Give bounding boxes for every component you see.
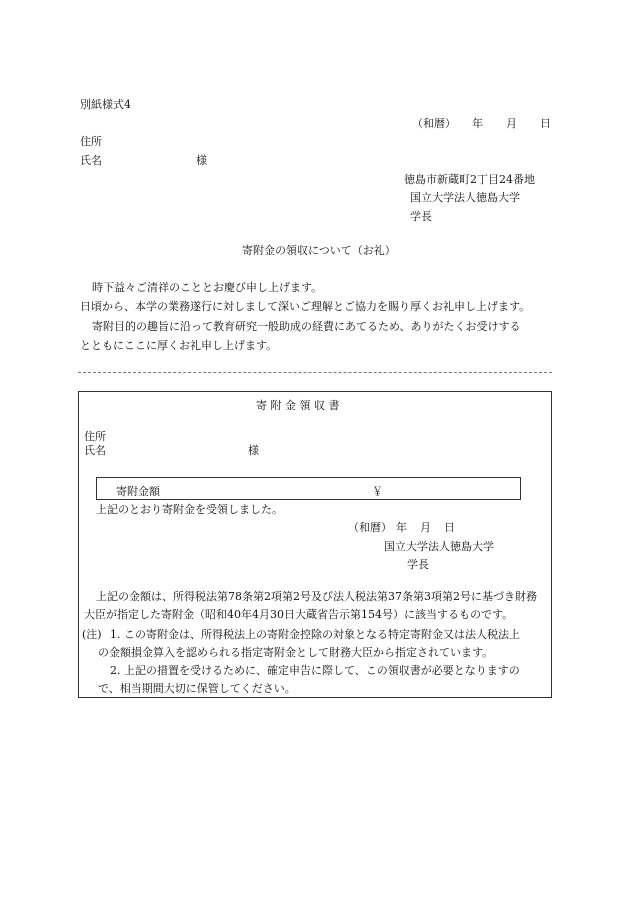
letter-body-line: 時下益々ご清祥のこととお慶び申し上げます。: [92, 281, 323, 294]
note-number: 2.: [110, 664, 121, 677]
note-line: この寄附金は、所得税法上の寄附金控除の対象となる特定寄附金又は法人税法上: [124, 628, 520, 641]
receipt-date-month: 月: [420, 521, 431, 534]
sender-title: 学長: [410, 210, 432, 223]
note-line: で、相当期間大切に保管してください。: [98, 682, 296, 695]
receipt-date-day: 日: [444, 521, 455, 534]
letter-honorific: 様: [196, 154, 207, 167]
receipt-date-year: 年: [396, 521, 407, 534]
letter-address-label: 住所: [80, 135, 102, 148]
receipt-university: 国立大学法人徳島大学: [384, 540, 494, 553]
receipt-date-era: （和暦）: [348, 521, 392, 534]
receipt-address-label: 住所: [84, 430, 106, 443]
letter-body-line: 寄附目的の趣旨に沿って教育研究一般助成の経費にあてるため、ありがたくお受けする: [92, 320, 521, 333]
note-line: の金額損金算入を認められる指定寄附金として財務大臣から指定されています。: [98, 646, 494, 659]
letter-body-line: 日頃から、本学の業務遂行に対しまして深いご理解とご協力を賜り厚くお礼申し上げます。: [80, 300, 531, 313]
amount-label: 寄附金額: [116, 485, 160, 498]
received-statement: 上記のとおり寄附金を受領しました。: [96, 503, 283, 516]
cut-line: [78, 372, 552, 373]
receipt-name-label: 氏名: [84, 444, 106, 457]
letter-name-label: 氏名: [80, 154, 102, 167]
tax-note-line: 上記の金額は、所得税法第78条第2項第2号及び法人税法第37条第3項第2号に基づき財務: [96, 590, 537, 603]
receipt-president: 学長: [407, 558, 429, 571]
letter-title: 寄附金の領収について（お礼）: [242, 244, 396, 257]
currency-symbol: ￥: [372, 485, 383, 498]
receipt-honorific: 様: [248, 444, 259, 457]
letter-date-month: 月: [506, 117, 517, 130]
letter-date-era: （和暦）: [412, 117, 456, 130]
form-number: 別紙様式4: [80, 98, 131, 111]
note-number: 1.: [110, 628, 121, 641]
sender-university: 国立大学法人徳島大学: [410, 191, 520, 204]
sender-address: 徳島市新蔵町2丁目24番地: [404, 173, 535, 186]
letter-body-line: とともにここに厚くお礼申し上げます。: [80, 339, 278, 352]
tax-note-line: 大臣が指定した寄附金（昭和40年4月30日大蔵省告示第154号）に該当するものです。: [84, 608, 514, 621]
letter-date-day: 日: [540, 117, 551, 130]
note-line: 上記の措置を受けるために、確定申告に際して、この領収書が必要となりますの: [124, 664, 520, 677]
letter-date-year: 年: [472, 117, 483, 130]
receipt-title: 寄 附 金 領 収 書: [256, 399, 340, 412]
notes-prefix: (注): [82, 628, 102, 641]
